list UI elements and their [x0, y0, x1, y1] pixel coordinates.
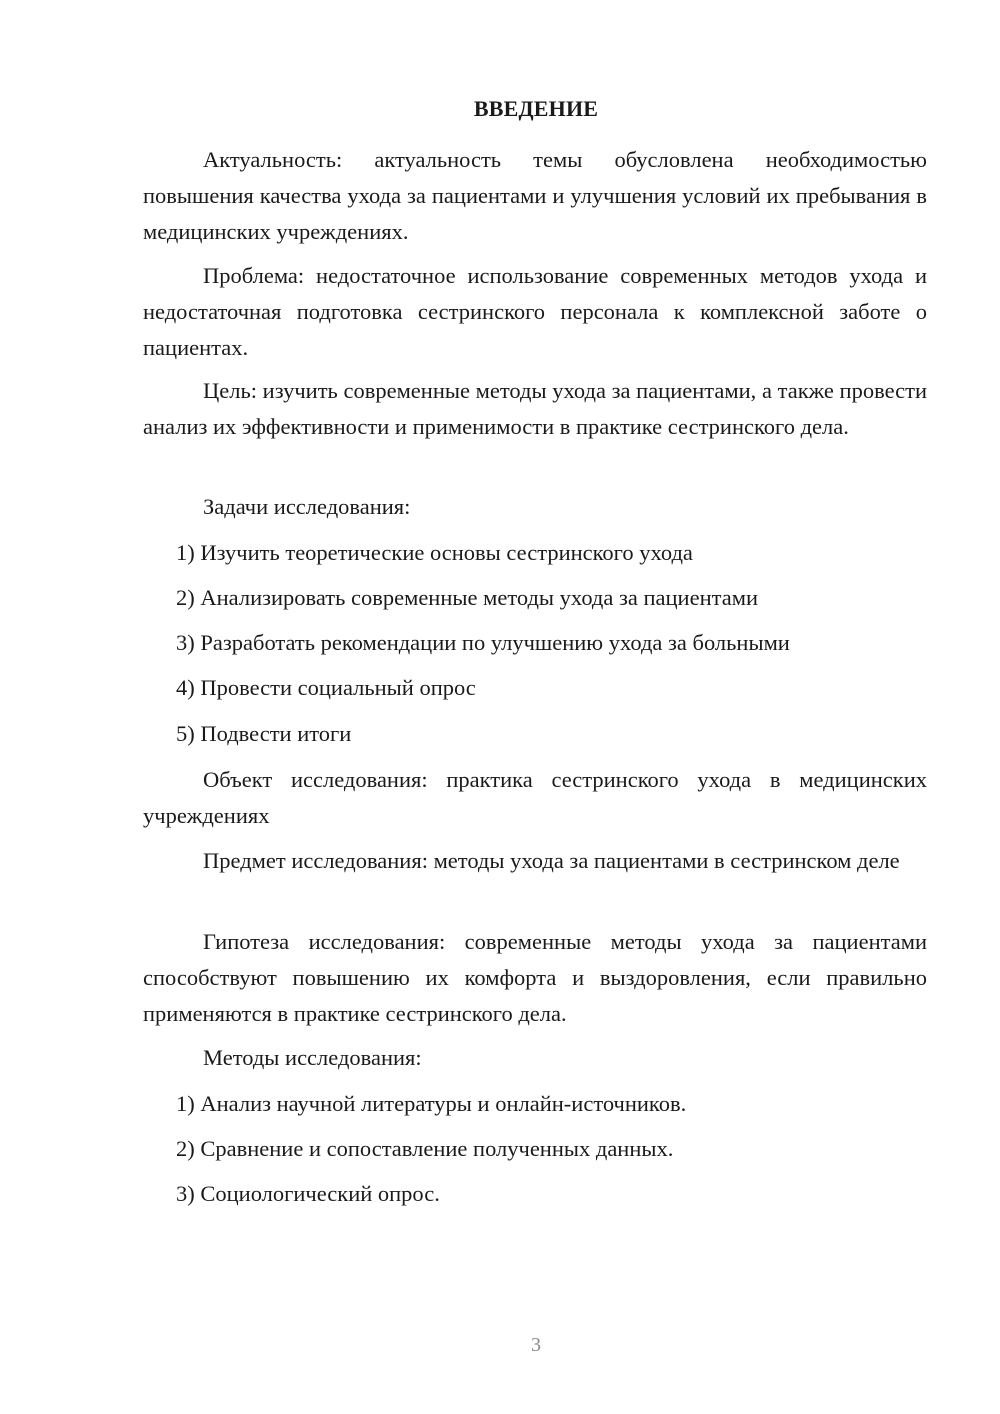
tasks-heading: Задачи исследования:: [203, 494, 411, 519]
hypothesis-paragraph: Гипотеза исследования: современные методы ухода за пациентами способствуют повышению их комфорта и выздоровления, если правильно применяются в практике сестринского дела.: [143, 929, 927, 1026]
problem-paragraph: Проблема: недостаточное использование современных методов ухода и недостаточная подготовка сестринского персонала к комплексной заботе о пациентах.: [143, 263, 927, 360]
method-item: 2) Сравнение и сопоставление полученных данных.: [176, 1136, 674, 1161]
methods-heading: Методы исследования:: [203, 1045, 422, 1070]
goal-paragraph: Цель: изучить современные методы ухода за пациентами, а также провести анализ их эффективности и применимости в практике сестринского дела.: [143, 378, 927, 439]
method-item: 1) Анализ научной литературы и онлайн-источников.: [176, 1091, 687, 1116]
method-item: 3) Социологический опрос.: [176, 1181, 440, 1206]
object-paragraph: Объект исследования: практика сестринского ухода в медицинских учреждениях: [143, 767, 927, 828]
page-title: ВВЕДЕНИЕ: [473, 96, 599, 121]
relevance-paragraph: Актуальность: актуальность темы обусловлена необходимостью повышения качества ухода за пациентами и улучшения условий их пребывания в медицинских учреждениях.: [143, 147, 927, 244]
task-item: 1) Изучить теоретические основы сестринского ухода: [176, 540, 693, 565]
task-item: 4) Провести социальный опрос: [176, 675, 476, 700]
task-item: 2) Анализировать современные методы ухода за пациентами: [176, 585, 758, 610]
task-item: 3) Разработать рекомендации по улучшению ухода за больными: [176, 630, 790, 655]
subject-paragraph: Предмет исследования: методы ухода за пациентами в сестринском деле: [203, 848, 900, 873]
page-number: 3: [531, 1334, 541, 1356]
task-item: 5) Подвести итоги: [176, 721, 352, 746]
